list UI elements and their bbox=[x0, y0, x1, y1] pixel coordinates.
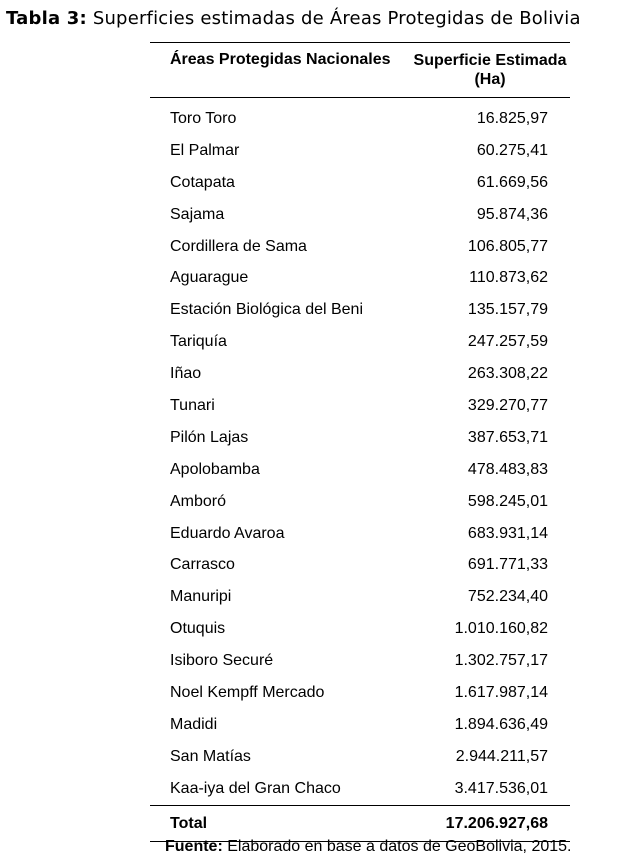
area-name: Iñao bbox=[170, 365, 202, 383]
area-surface: 683.931,14 bbox=[467, 524, 548, 542]
area-surface: 478.483,83 bbox=[467, 460, 548, 478]
source-label: Fuente: bbox=[165, 838, 223, 855]
area-surface: 110.873,62 bbox=[469, 269, 548, 287]
area-surface: 387.653,71 bbox=[467, 428, 548, 446]
table-row bbox=[150, 262, 570, 294]
area-surface: 106.805,77 bbox=[467, 237, 548, 255]
table-row bbox=[150, 103, 570, 135]
table-row bbox=[150, 677, 570, 709]
header-surface-line1: Superficie Estimada bbox=[413, 52, 567, 69]
table-row bbox=[150, 135, 570, 167]
table-body bbox=[150, 98, 570, 805]
area-name: Isiboro Securé bbox=[170, 652, 274, 670]
area-surface: 95.874,36 bbox=[476, 205, 548, 223]
area-name: Madidi bbox=[170, 715, 218, 733]
area-name: Carrasco bbox=[170, 556, 235, 574]
area-surface: 691.771,33 bbox=[467, 556, 548, 574]
table-row bbox=[150, 613, 570, 645]
area-name: Manuripi bbox=[170, 588, 232, 606]
area-surface: 16.825,97 bbox=[476, 110, 548, 127]
area-surface: 3.417.536,01 bbox=[454, 779, 548, 797]
area-name: El Palmar bbox=[170, 141, 240, 159]
table-row bbox=[150, 358, 570, 390]
area-name: Tariquía bbox=[170, 333, 227, 351]
header-surface bbox=[410, 43, 570, 97]
area-name: Noel Kempff Mercado bbox=[170, 684, 325, 702]
area-surface: 752.234,40 bbox=[467, 588, 548, 606]
area-name: Sajama bbox=[170, 205, 225, 223]
area-name: Pilón Lajas bbox=[170, 428, 249, 446]
area-name: Amboró bbox=[170, 492, 227, 510]
area-surface: 247.257,59 bbox=[467, 333, 548, 351]
table-caption bbox=[6, 6, 612, 32]
header-surface-unit: (Ha) bbox=[474, 71, 506, 88]
total-label: Total bbox=[170, 814, 208, 832]
table-row bbox=[150, 199, 570, 231]
table-row bbox=[150, 231, 570, 263]
table-row bbox=[150, 326, 570, 358]
area-surface: 135.157,79 bbox=[467, 301, 548, 319]
table-row bbox=[150, 741, 570, 773]
table-header bbox=[150, 43, 570, 97]
area-surface: 61.669,56 bbox=[476, 173, 548, 191]
table-row bbox=[150, 709, 570, 741]
area-name: Estación Biológica del Beni bbox=[170, 301, 364, 319]
area-surface: 60.275,41 bbox=[476, 141, 548, 159]
table-row bbox=[150, 294, 570, 326]
area-surface: 263.308,22 bbox=[467, 365, 548, 383]
caption-label: Tabla 3: bbox=[6, 8, 87, 29]
table-row bbox=[150, 549, 570, 581]
area-surface: 1.894.636,49 bbox=[454, 715, 548, 733]
area-surface: 1.617.987,14 bbox=[454, 684, 548, 702]
area-surface: 329.270,77 bbox=[467, 397, 548, 415]
area-name: Eduardo Avaroa bbox=[170, 524, 285, 542]
table-row bbox=[150, 454, 570, 486]
header-areas: Áreas Protegidas Nacionales bbox=[170, 51, 391, 68]
area-name: Cordillera de Sama bbox=[170, 237, 307, 255]
table-row bbox=[150, 486, 570, 518]
table-row bbox=[150, 581, 570, 613]
area-name: Tunari bbox=[170, 397, 215, 415]
area-name: Kaa-iya del Gran Chaco bbox=[170, 779, 341, 797]
source-note bbox=[165, 838, 571, 856]
caption-title: Superficies estimadas de Áreas Protegidas de Bolivia bbox=[92, 8, 581, 29]
table-row bbox=[150, 422, 570, 454]
area-name: Apolobamba bbox=[170, 460, 260, 478]
protected-areas-table bbox=[150, 42, 570, 842]
area-surface: 2.944.211,57 bbox=[455, 747, 548, 765]
area-name: Otuquis bbox=[170, 620, 226, 638]
area-name: Cotapata bbox=[170, 173, 235, 191]
table-row bbox=[150, 645, 570, 677]
area-name: Aguarague bbox=[170, 269, 249, 287]
table-row bbox=[150, 390, 570, 422]
source-text: Elaborado en base a datos de GeoBolivia, 2015. bbox=[227, 838, 572, 855]
table-row bbox=[150, 773, 570, 805]
total-value: 17.206.927,68 bbox=[445, 814, 548, 832]
area-name: Toro Toro bbox=[170, 110, 237, 127]
area-surface: 598.245,01 bbox=[467, 492, 548, 510]
area-surface: 1.010.160,82 bbox=[454, 620, 548, 638]
table-row bbox=[150, 518, 570, 550]
table-row bbox=[150, 167, 570, 199]
total-row bbox=[150, 806, 570, 841]
area-name: San Matías bbox=[170, 747, 251, 765]
area-surface: 1.302.757,17 bbox=[454, 652, 548, 670]
